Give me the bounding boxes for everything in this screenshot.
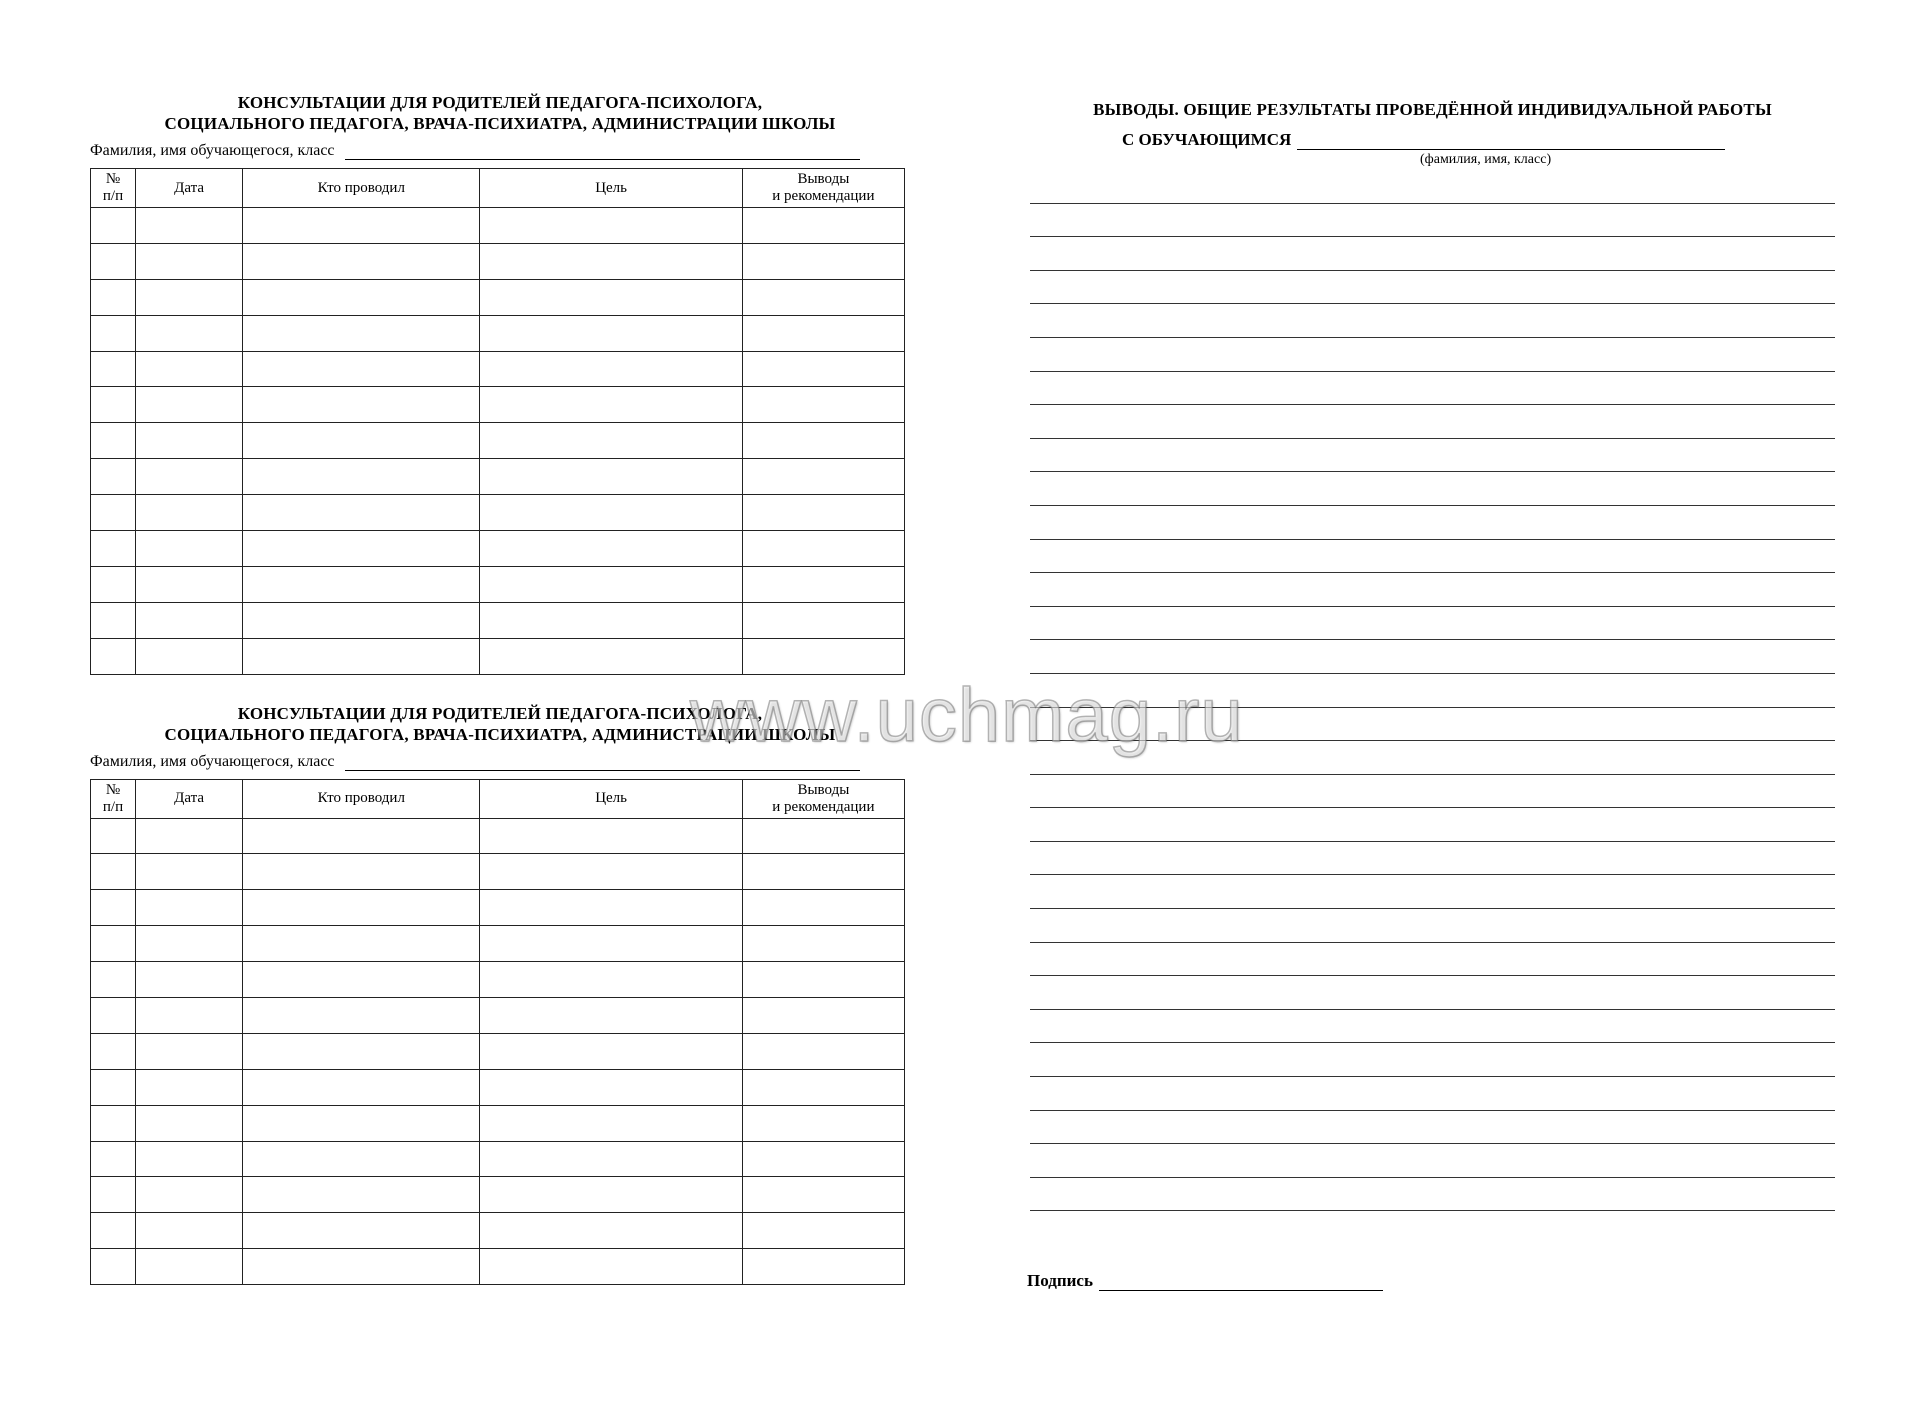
table-cell[interactable] bbox=[91, 1105, 136, 1141]
table-row bbox=[91, 315, 905, 351]
table-cell[interactable] bbox=[136, 315, 243, 351]
table-cell[interactable] bbox=[480, 818, 742, 854]
table-cell[interactable] bbox=[243, 818, 480, 854]
header-conducted-by: Кто проводил bbox=[243, 779, 480, 818]
table-cell[interactable] bbox=[243, 1105, 480, 1141]
signature-row bbox=[1027, 1271, 1383, 1291]
table-cell[interactable] bbox=[136, 423, 243, 459]
table-cell[interactable] bbox=[243, 566, 480, 602]
table-cell[interactable] bbox=[136, 890, 243, 926]
table-cell[interactable] bbox=[742, 818, 904, 854]
table-cell[interactable] bbox=[742, 566, 904, 602]
table-row bbox=[91, 566, 905, 602]
table-cell[interactable] bbox=[243, 1069, 480, 1105]
table-cell[interactable] bbox=[243, 315, 480, 351]
table-cell[interactable] bbox=[742, 1249, 904, 1285]
table-cell[interactable] bbox=[480, 998, 742, 1034]
table-cell[interactable] bbox=[91, 1141, 136, 1177]
table-row bbox=[91, 243, 905, 279]
table-row bbox=[91, 1069, 905, 1105]
table-cell[interactable] bbox=[91, 818, 136, 854]
table-cell[interactable] bbox=[742, 1141, 904, 1177]
table-cell[interactable] bbox=[480, 495, 742, 531]
table-cell[interactable] bbox=[742, 926, 904, 962]
writing-line[interactable] bbox=[1030, 842, 1835, 876]
table-cell[interactable] bbox=[480, 423, 742, 459]
header-conclusions: Выводы и рекомендации bbox=[742, 779, 904, 818]
table-cell[interactable] bbox=[91, 1249, 136, 1285]
header-purpose: Цель bbox=[480, 779, 742, 818]
table-cell[interactable] bbox=[136, 1033, 243, 1069]
header-conducted-by: Кто проводил bbox=[243, 169, 480, 208]
table-row bbox=[91, 495, 905, 531]
table-cell[interactable] bbox=[136, 531, 243, 567]
student-name-label: Фамилия, имя обучающегося, класс bbox=[90, 142, 335, 159]
table-cell[interactable] bbox=[243, 1177, 480, 1213]
table-cell[interactable] bbox=[243, 495, 480, 531]
table-cell[interactable] bbox=[480, 890, 742, 926]
consultations-table-2 bbox=[90, 779, 905, 1286]
table-row bbox=[91, 1177, 905, 1213]
table-cell[interactable] bbox=[243, 351, 480, 387]
writing-line[interactable] bbox=[1030, 237, 1835, 271]
table-row bbox=[91, 926, 905, 962]
writing-line[interactable] bbox=[1030, 338, 1835, 372]
table-cell[interactable] bbox=[480, 602, 742, 638]
table-cell[interactable] bbox=[480, 279, 742, 315]
table-cell[interactable] bbox=[243, 638, 480, 674]
header-date: Дата bbox=[136, 169, 243, 208]
table-row bbox=[91, 351, 905, 387]
table-cell[interactable] bbox=[742, 998, 904, 1034]
table-cell[interactable] bbox=[91, 351, 136, 387]
writing-line[interactable] bbox=[1030, 943, 1835, 977]
table-cell[interactable] bbox=[91, 495, 136, 531]
table-cell[interactable] bbox=[91, 1213, 136, 1249]
table-cell[interactable] bbox=[742, 243, 904, 279]
table-cell[interactable] bbox=[742, 531, 904, 567]
table-row bbox=[91, 459, 905, 495]
table-cell[interactable] bbox=[480, 1249, 742, 1285]
table-cell[interactable] bbox=[136, 1069, 243, 1105]
watermark: www.uchmag.ru bbox=[690, 673, 1244, 758]
table-cell[interactable] bbox=[243, 998, 480, 1034]
table-cell[interactable] bbox=[243, 962, 480, 998]
table-cell[interactable] bbox=[480, 1105, 742, 1141]
writing-line[interactable] bbox=[1030, 976, 1835, 1010]
table-cell[interactable] bbox=[480, 315, 742, 351]
table-body bbox=[91, 818, 905, 1285]
table-cell[interactable] bbox=[480, 1069, 742, 1105]
writing-line[interactable] bbox=[1030, 304, 1835, 338]
table-row bbox=[91, 531, 905, 567]
table-cell[interactable] bbox=[742, 387, 904, 423]
writing-line[interactable] bbox=[1030, 1144, 1835, 1178]
section-title-line1: КОНСУЛЬТАЦИИ ДЛЯ РОДИТЕЛЕЙ ПЕДАГОГА-ПСИХОЛОГА, bbox=[237, 93, 763, 112]
consultations-section-2 bbox=[90, 703, 910, 1286]
table-cell[interactable] bbox=[136, 495, 243, 531]
table-cell[interactable] bbox=[91, 208, 136, 244]
section-title-line2: СОЦИАЛЬНОГО ПЕДАГОГА, ВРАЧА-ПСИХИАТРА, АДМИНИСТРАЦИИ ШКОЛЫ bbox=[164, 114, 836, 133]
table-row bbox=[91, 1105, 905, 1141]
table-cell[interactable] bbox=[91, 279, 136, 315]
writing-line[interactable] bbox=[1030, 540, 1835, 574]
table-cell[interactable] bbox=[742, 602, 904, 638]
writing-line[interactable] bbox=[1030, 808, 1835, 842]
table-cell[interactable] bbox=[136, 1177, 243, 1213]
table-row bbox=[91, 602, 905, 638]
consultations-section-1 bbox=[90, 92, 910, 675]
table-cell[interactable] bbox=[480, 351, 742, 387]
table-row bbox=[91, 423, 905, 459]
table-cell[interactable] bbox=[742, 1177, 904, 1213]
table-cell[interactable] bbox=[742, 854, 904, 890]
writing-line[interactable] bbox=[1030, 372, 1835, 406]
table-cell[interactable] bbox=[91, 962, 136, 998]
writing-line[interactable] bbox=[1030, 472, 1835, 506]
table-cell[interactable] bbox=[243, 602, 480, 638]
table-cell[interactable] bbox=[742, 962, 904, 998]
table-cell[interactable] bbox=[742, 208, 904, 244]
section-title-line2: СОЦИАЛЬНОГО ПЕДАГОГА, ВРАЧА-ПСИХИАТРА, АДМИНИСТРАЦИИ ШКОЛЫ bbox=[164, 724, 836, 744]
writing-line[interactable] bbox=[1030, 405, 1835, 439]
student-field[interactable] bbox=[1297, 133, 1725, 150]
section-title-line1: КОНСУЛЬТАЦИИ ДЛЯ РОДИТЕЛЕЙ ПЕДАГОГА-ПСИХОЛОГА, bbox=[237, 703, 763, 723]
table-cell[interactable] bbox=[136, 1141, 243, 1177]
signature-field[interactable] bbox=[1099, 1274, 1383, 1291]
table-cell[interactable] bbox=[480, 566, 742, 602]
student-field-hint: (фамилия, имя, класс) bbox=[1420, 152, 1552, 167]
writing-line[interactable] bbox=[1030, 1178, 1835, 1212]
table-row bbox=[91, 279, 905, 315]
table-row bbox=[91, 818, 905, 854]
table-cell[interactable] bbox=[136, 926, 243, 962]
header-date: Дата bbox=[136, 779, 243, 818]
writing-line[interactable] bbox=[1030, 573, 1835, 607]
table-row bbox=[91, 890, 905, 926]
writing-line[interactable] bbox=[1030, 1077, 1835, 1111]
student-label: С ОБУЧАЮЩИМСЯ bbox=[1122, 130, 1292, 149]
table-cell[interactable] bbox=[91, 1033, 136, 1069]
writing-line[interactable] bbox=[1030, 1111, 1835, 1145]
table-cell[interactable] bbox=[742, 1105, 904, 1141]
header-conclusions: Выводы и рекомендации bbox=[742, 169, 904, 208]
header-purpose: Цель bbox=[480, 169, 742, 208]
table-cell[interactable] bbox=[136, 998, 243, 1034]
table-cell[interactable] bbox=[243, 208, 480, 244]
right-page bbox=[1030, 100, 1835, 1211]
table-cell[interactable] bbox=[480, 1177, 742, 1213]
table-cell[interactable] bbox=[243, 1033, 480, 1069]
table-cell[interactable] bbox=[91, 315, 136, 351]
table-cell[interactable] bbox=[480, 854, 742, 890]
table-cell[interactable] bbox=[742, 495, 904, 531]
consultations-table-1 bbox=[90, 168, 905, 675]
table-row bbox=[91, 1249, 905, 1285]
writing-line[interactable] bbox=[1030, 506, 1835, 540]
student-name-field[interactable] bbox=[345, 143, 860, 160]
table-cell[interactable] bbox=[91, 890, 136, 926]
writing-line[interactable] bbox=[1030, 204, 1835, 238]
signature-label: Подпись bbox=[1027, 1271, 1093, 1290]
table-cell[interactable] bbox=[480, 1213, 742, 1249]
table-header-row bbox=[91, 779, 905, 818]
table-cell[interactable] bbox=[742, 638, 904, 674]
table-cell[interactable] bbox=[243, 243, 480, 279]
table-cell[interactable] bbox=[742, 279, 904, 315]
table-cell[interactable] bbox=[742, 315, 904, 351]
table-cell[interactable] bbox=[136, 566, 243, 602]
table-cell[interactable] bbox=[742, 423, 904, 459]
table-row bbox=[91, 962, 905, 998]
table-cell[interactable] bbox=[136, 1213, 243, 1249]
table-cell[interactable] bbox=[742, 1069, 904, 1105]
table-cell[interactable] bbox=[91, 566, 136, 602]
writing-line[interactable] bbox=[1030, 1010, 1835, 1044]
table-cell[interactable] bbox=[91, 1177, 136, 1213]
table-cell[interactable] bbox=[91, 387, 136, 423]
table-cell[interactable] bbox=[742, 1033, 904, 1069]
table-cell[interactable] bbox=[91, 602, 136, 638]
section-title bbox=[90, 92, 910, 134]
table-row bbox=[91, 638, 905, 674]
table-cell[interactable] bbox=[480, 926, 742, 962]
writing-line[interactable] bbox=[1030, 607, 1835, 641]
table-cell[interactable] bbox=[91, 1069, 136, 1105]
table-cell[interactable] bbox=[243, 279, 480, 315]
table-cell[interactable] bbox=[91, 926, 136, 962]
writing-line[interactable] bbox=[1030, 775, 1835, 809]
table-row bbox=[91, 854, 905, 890]
header-number: № п/п bbox=[91, 779, 136, 818]
table-cell[interactable] bbox=[136, 387, 243, 423]
table-cell[interactable] bbox=[243, 926, 480, 962]
writing-line[interactable] bbox=[1030, 1043, 1835, 1077]
writing-line[interactable] bbox=[1030, 170, 1835, 204]
student-name-label: Фамилия, имя обучающегося, класс bbox=[90, 752, 335, 770]
table-header-row bbox=[91, 169, 905, 208]
table-row bbox=[91, 998, 905, 1034]
writing-line[interactable] bbox=[1030, 439, 1835, 473]
table-cell[interactable] bbox=[136, 243, 243, 279]
table-row bbox=[91, 387, 905, 423]
table-cell[interactable] bbox=[136, 459, 243, 495]
table-cell[interactable] bbox=[742, 1213, 904, 1249]
table-cell[interactable] bbox=[480, 208, 742, 244]
table-cell[interactable] bbox=[136, 1249, 243, 1285]
table-cell[interactable] bbox=[91, 638, 136, 674]
table-cell[interactable] bbox=[480, 962, 742, 998]
table-cell[interactable] bbox=[243, 459, 480, 495]
table-row bbox=[91, 1033, 905, 1069]
table-cell[interactable] bbox=[91, 243, 136, 279]
table-cell[interactable] bbox=[136, 638, 243, 674]
table-cell[interactable] bbox=[480, 459, 742, 495]
writing-line[interactable] bbox=[1030, 640, 1835, 674]
table-cell[interactable] bbox=[243, 531, 480, 567]
student-row bbox=[1030, 130, 1835, 150]
table-row bbox=[91, 1141, 905, 1177]
table-cell[interactable] bbox=[480, 387, 742, 423]
table-cell[interactable] bbox=[480, 243, 742, 279]
table-cell[interactable] bbox=[136, 962, 243, 998]
table-cell[interactable] bbox=[742, 351, 904, 387]
table-body bbox=[91, 208, 905, 675]
header-number: № п/п bbox=[91, 169, 136, 208]
table-cell[interactable] bbox=[243, 387, 480, 423]
table-cell[interactable] bbox=[136, 351, 243, 387]
table-cell[interactable] bbox=[243, 890, 480, 926]
table-cell[interactable] bbox=[243, 854, 480, 890]
table-cell[interactable] bbox=[136, 602, 243, 638]
writing-line[interactable] bbox=[1030, 271, 1835, 305]
table-cell[interactable] bbox=[136, 1105, 243, 1141]
table-row bbox=[91, 208, 905, 244]
table-cell[interactable] bbox=[91, 423, 136, 459]
table-row bbox=[91, 1213, 905, 1249]
table-cell[interactable] bbox=[136, 854, 243, 890]
conclusions-title: ВЫВОДЫ. ОБЩИЕ РЕЗУЛЬТАТЫ ПРОВЕДЁННОЙ ИНДИВИДУАЛЬНОЙ РАБОТЫ bbox=[1093, 100, 1772, 119]
table-cell[interactable] bbox=[480, 638, 742, 674]
table-cell[interactable] bbox=[742, 459, 904, 495]
table-cell[interactable] bbox=[480, 1141, 742, 1177]
writing-line[interactable] bbox=[1030, 875, 1835, 909]
table-cell[interactable] bbox=[91, 531, 136, 567]
table-cell[interactable] bbox=[243, 1249, 480, 1285]
table-cell[interactable] bbox=[136, 208, 243, 244]
table-cell[interactable] bbox=[91, 459, 136, 495]
student-name-row bbox=[90, 138, 910, 160]
table-cell[interactable] bbox=[91, 998, 136, 1034]
table-cell[interactable] bbox=[136, 279, 243, 315]
table-cell[interactable] bbox=[480, 1033, 742, 1069]
table-cell[interactable] bbox=[742, 890, 904, 926]
table-cell[interactable] bbox=[243, 1213, 480, 1249]
table-cell[interactable] bbox=[91, 854, 136, 890]
table-cell[interactable] bbox=[243, 1141, 480, 1177]
table-cell[interactable] bbox=[480, 531, 742, 567]
table-cell[interactable] bbox=[243, 423, 480, 459]
table-cell[interactable] bbox=[136, 818, 243, 854]
writing-line[interactable] bbox=[1030, 909, 1835, 943]
